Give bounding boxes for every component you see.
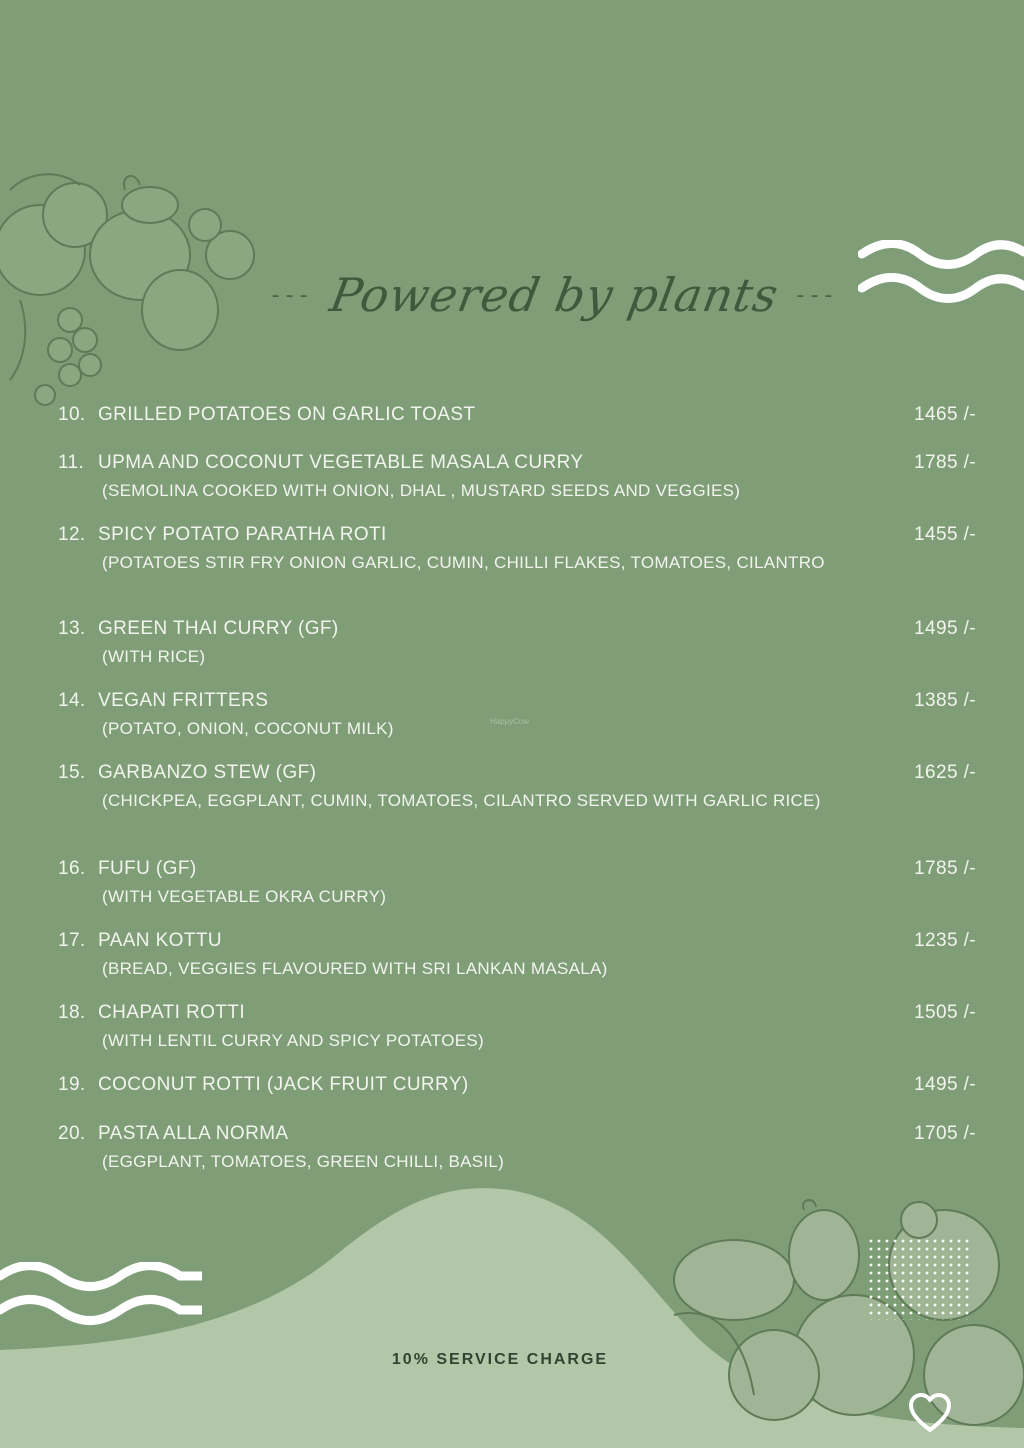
watermark: HappyCow [490, 717, 530, 726]
item-name: COCONUT ROTTI (JACK FRUIT CURRY) [98, 1074, 469, 1095]
service-charge-note: 10% SERVICE CHARGE [391, 1351, 609, 1368]
title-dash-right: --- [796, 282, 839, 308]
item-price: 1385 /- [914, 690, 976, 711]
item-price: 1505 /- [914, 1002, 976, 1023]
wave-lines-icon [0, 1262, 202, 1326]
menu-item [58, 858, 978, 930]
title-row [255, 245, 855, 345]
item-name: GRILLED POTATOES ON GARLIC TOAST [98, 404, 476, 425]
item-description: (WITH RICE) [102, 647, 206, 666]
dot-pattern [868, 1238, 972, 1320]
item-name: PASTA ALLA NORMA [98, 1123, 289, 1144]
item-description: (EGGPLANT, TOMATOES, GREEN CHILLI, BASIL) [102, 1152, 505, 1171]
item-description: (SEMOLINA COOKED WITH ONION, DHAL , MUSTARD SEEDS AND VEGGIES) [102, 481, 741, 500]
item-price: 1625 /- [914, 762, 976, 783]
menu-item [58, 404, 978, 452]
item-number: 16. [58, 858, 86, 879]
item-number: 10. [58, 404, 86, 425]
item-description: (WITH VEGETABLE OKRA CURRY) [102, 887, 387, 906]
favorite-button[interactable] [905, 1388, 955, 1438]
item-number: 18. [58, 1002, 86, 1023]
menu-item [58, 1002, 978, 1074]
menu-item [58, 1123, 978, 1195]
item-price: 1785 /- [914, 858, 976, 879]
menu-item [58, 930, 978, 1002]
item-number: 19. [58, 1074, 86, 1095]
menu-item [58, 618, 978, 690]
menu-item [58, 762, 978, 858]
item-name: CHAPATI ROTTI [98, 1002, 245, 1023]
menu-list [58, 404, 978, 1195]
heart-icon [907, 1392, 953, 1434]
item-name: FUFU (GF) [98, 858, 197, 879]
item-number: 15. [58, 762, 86, 783]
item-price: 1495 /- [914, 1074, 976, 1095]
menu-item [58, 1074, 978, 1123]
item-price: 1495 /- [914, 618, 976, 639]
item-title [58, 690, 268, 712]
item-title [58, 452, 583, 474]
item-number: 13. [58, 618, 86, 639]
wave-lines-icon [858, 240, 1024, 306]
item-title [58, 1002, 245, 1024]
item-title [58, 1074, 469, 1096]
item-number: 14. [58, 690, 86, 711]
title-dash-left: --- [271, 282, 314, 308]
item-title [58, 404, 475, 426]
item-price: 1465 /- [914, 404, 976, 425]
item-description: (WITH LENTIL CURRY AND SPICY POTATOES) [102, 1031, 485, 1050]
item-description: (BREAD, VEGGIES FLAVOURED WITH SRI LANKAN MASALA) [102, 959, 608, 978]
item-description: (POTATO, ONION, COCONUT MILK) [102, 719, 394, 738]
item-title [58, 1123, 289, 1145]
item-description: (CHICKPEA, EGGPLANT, CUMIN, TOMATOES, CILANTRO SERVED WITH GARLIC RICE) [102, 791, 821, 810]
item-title [58, 858, 197, 880]
menu-item [58, 690, 978, 762]
vegetables-illustration-icon [654, 1195, 1024, 1448]
item-price: 1455 /- [914, 524, 976, 545]
item-price: 1235 /- [914, 930, 976, 951]
item-price: 1785 /- [914, 452, 976, 473]
item-number: 12. [58, 524, 86, 545]
item-title [58, 930, 222, 952]
item-price: 1705 /- [914, 1123, 976, 1144]
item-description: (POTATOES STIR FRY ONION GARLIC, CUMIN, CHILLI FLAKES, TOMATOES, CILANTRO [102, 553, 825, 572]
vegetables-illustration-icon [0, 160, 270, 410]
page-title: Powered by plants [326, 268, 784, 322]
item-title [58, 618, 339, 640]
item-title [58, 524, 387, 546]
item-number: 11. [58, 452, 85, 473]
item-name: UPMA AND COCONUT VEGETABLE MASALA CURRY [98, 452, 584, 473]
item-name: PAAN KOTTU [98, 930, 222, 951]
item-title [58, 762, 316, 784]
item-number: 17. [58, 930, 86, 951]
item-name: SPICY POTATO PARATHA ROTI [98, 524, 387, 545]
menu-item [58, 452, 978, 524]
item-name: GARBANZO STEW (GF) [98, 762, 317, 783]
item-name: GREEN THAI CURRY (GF) [98, 618, 339, 639]
item-name: VEGAN FRITTERS [98, 690, 269, 711]
item-number: 20. [58, 1123, 86, 1144]
menu-item [58, 524, 978, 618]
